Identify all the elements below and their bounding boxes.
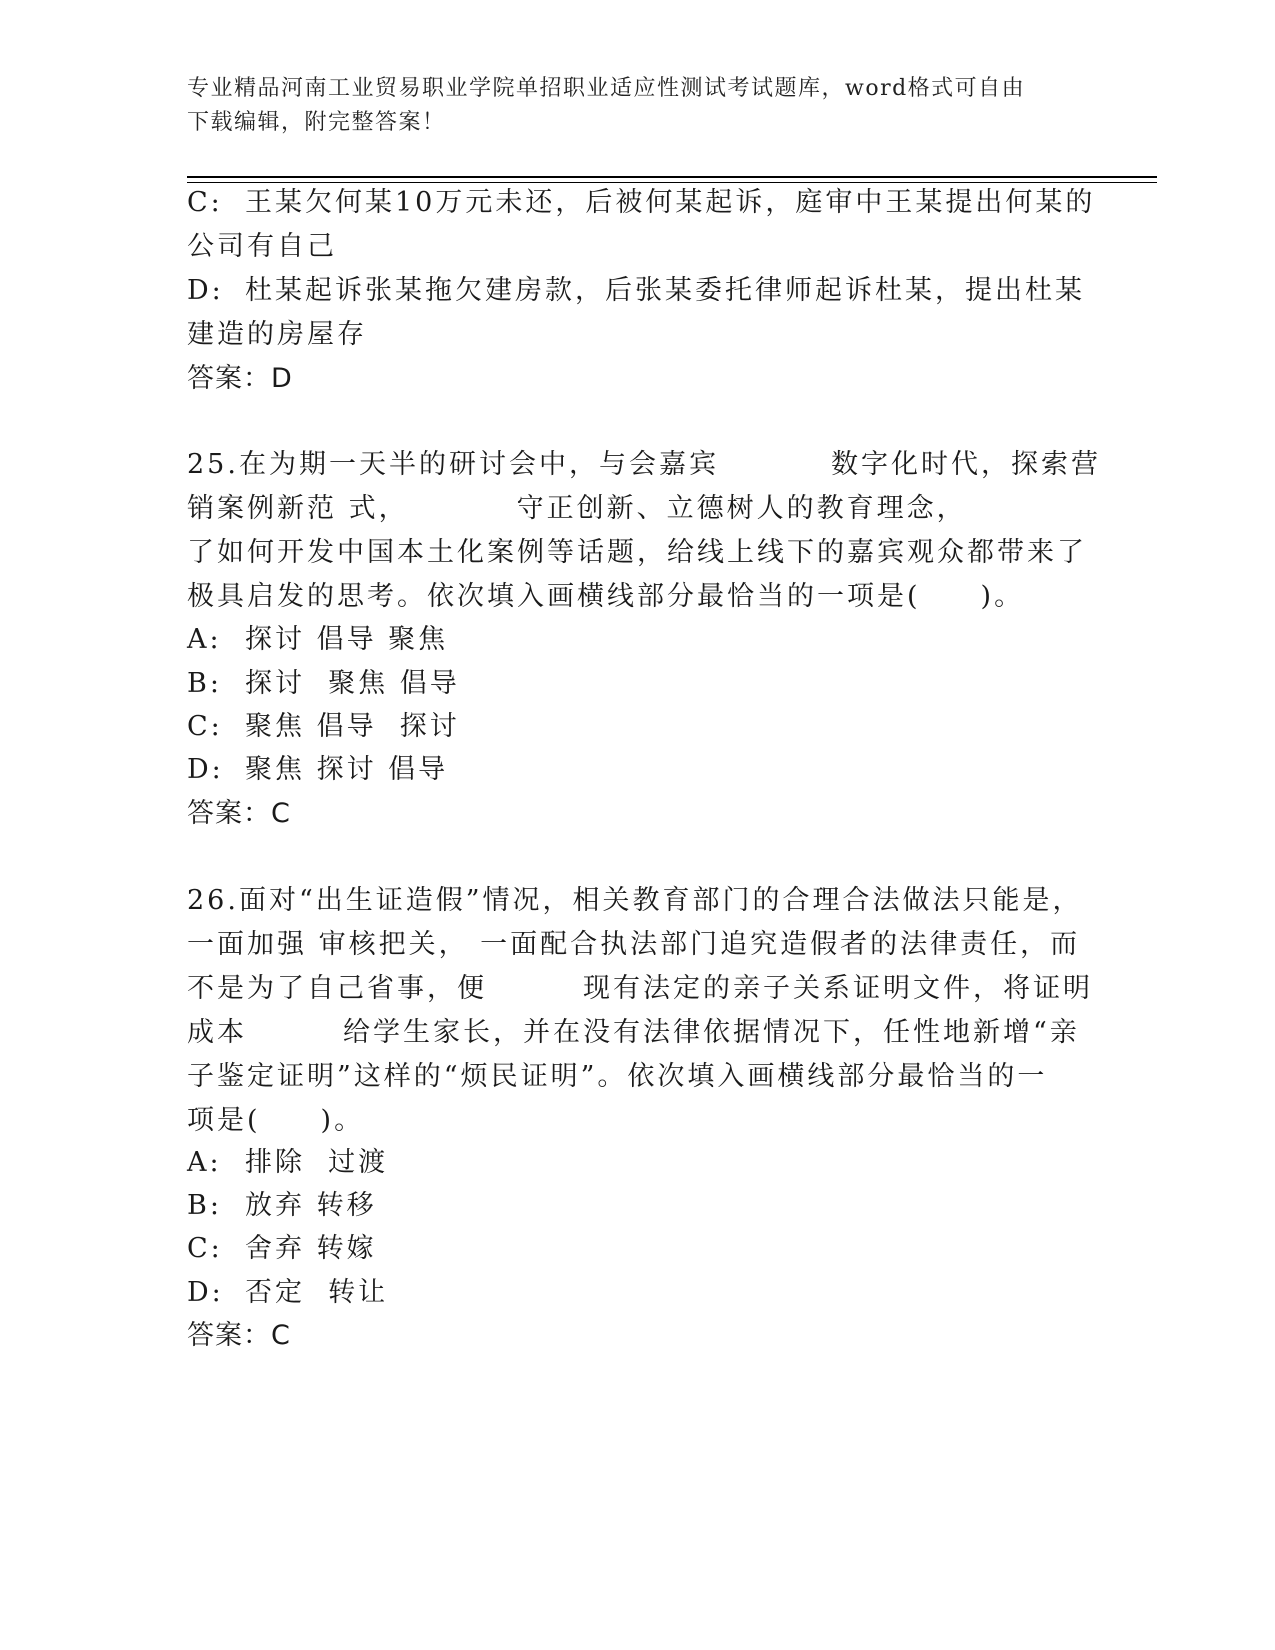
q24-option-c-label: C:	[187, 187, 223, 218]
q26-option-a-label: A:	[187, 1147, 222, 1178]
q26-stem-line3-a: 不是为了自己省事，便	[187, 973, 487, 1004]
q26-stem-line4-b: 给学生家长，并在没有法律依据情况下，任性地新增“亲	[343, 1017, 1080, 1048]
q25-option-c-text: 聚焦 倡导 探讨	[245, 711, 460, 742]
q25-stem-line2-a: 销案例新范 式，	[187, 493, 409, 524]
q26-option-b-label: B:	[187, 1190, 222, 1221]
q26-option-b	[187, 1186, 377, 1226]
q26-stem-line3	[187, 969, 1093, 1009]
q24-answer: 答案：D	[187, 363, 293, 394]
q25-stem-line1-a: 25.在为期一天半的研讨会中，与会嘉宾	[187, 449, 719, 480]
q24-option-c-line1	[187, 183, 1095, 223]
page-header	[187, 72, 1067, 140]
q26-option-c-label: C:	[187, 1233, 223, 1264]
q25-option-d	[187, 750, 448, 790]
q25-option-a-label: A:	[187, 624, 222, 655]
q25-stem-line3: 了如何开发中国本土化案例等话题，给线上线下的嘉宾观众都带来了	[187, 537, 1087, 568]
q25-stem-line1-b: 数字化时代，探索营	[830, 449, 1101, 480]
q26-option-c-text: 舍弃 转嫁	[245, 1233, 377, 1264]
header-line-1: 专业精品河南工业贸易职业学院单招职业适应性测试考试题库，word格式可自由	[187, 76, 1026, 101]
q24-option-d-line1	[187, 271, 1085, 311]
header-line-2: 下载编辑，附完整答案！	[187, 110, 446, 135]
q25-option-d-text: 聚焦 探讨 倡导	[245, 754, 449, 785]
q25-option-a-text: 探讨 倡导 聚焦	[245, 624, 449, 655]
q26-stem-line4	[187, 1013, 1080, 1053]
q26-option-d-text: 否定 转让	[245, 1277, 389, 1308]
q24-option-c-text: 王某欠何某10万元未还，后被何某起诉，庭审中王某提出何某的	[245, 187, 1096, 218]
q26-stem-line6: 项是( )。	[187, 1105, 365, 1136]
q25-option-c-label: C:	[187, 711, 223, 742]
q25-option-b-label: B:	[187, 668, 222, 699]
q26-answer: 答案：C	[187, 1320, 291, 1351]
q26-stem-line4-a: 成本	[187, 1017, 247, 1048]
q25-option-d-label: D:	[187, 754, 224, 785]
q25-option-b-text: 探讨 聚焦 倡导	[245, 668, 460, 699]
header-rule-thick	[187, 176, 1157, 178]
q26-stem-line5: 子鉴定证明”这样的“烦民证明”。依次填入画横线部分最恰当的一	[187, 1061, 1048, 1092]
q24-option-d-line2: 建造的房屋存	[187, 319, 367, 350]
q24-option-d-text: 杜某起诉张某拖欠建房款，后张某委托律师起诉杜某，提出杜某	[245, 275, 1085, 306]
q25-answer: 答案：C	[187, 798, 291, 829]
q25-option-a	[187, 620, 448, 660]
q25-option-c	[187, 707, 460, 747]
q26-stem-line2: 一面加强 审核把关， 一面配合执法部门追究造假者的法律责任，而	[187, 929, 1081, 960]
q26-option-b-text: 放弃 转移	[245, 1190, 377, 1221]
q26-option-d	[187, 1273, 388, 1313]
q24-option-c-line2: 公司有自己	[187, 231, 337, 262]
q25-option-b	[187, 664, 460, 704]
q26-stem-line1: 26.面对“出生证造假”情况，相关教育部门的合理合法做法只能是，	[187, 885, 1083, 916]
q26-option-c	[187, 1229, 377, 1269]
q24-option-d-label: D:	[187, 275, 224, 306]
q26-option-a-text: 排除 过渡	[245, 1147, 389, 1178]
q25-stem-line4: 极具启发的思考。依次填入画横线部分最恰当的一项是( )。	[187, 581, 1025, 612]
q25-stem-line2	[187, 489, 967, 529]
q25-stem-line1	[187, 445, 1101, 485]
q25-stem-line2-b: 守正创新、立德树人的教育理念，	[516, 493, 967, 524]
q26-stem-line3-b: 现有法定的亲子关系证明文件，将证明	[583, 973, 1093, 1004]
q26-option-d-label: D:	[187, 1277, 224, 1308]
q26-option-a	[187, 1143, 388, 1183]
